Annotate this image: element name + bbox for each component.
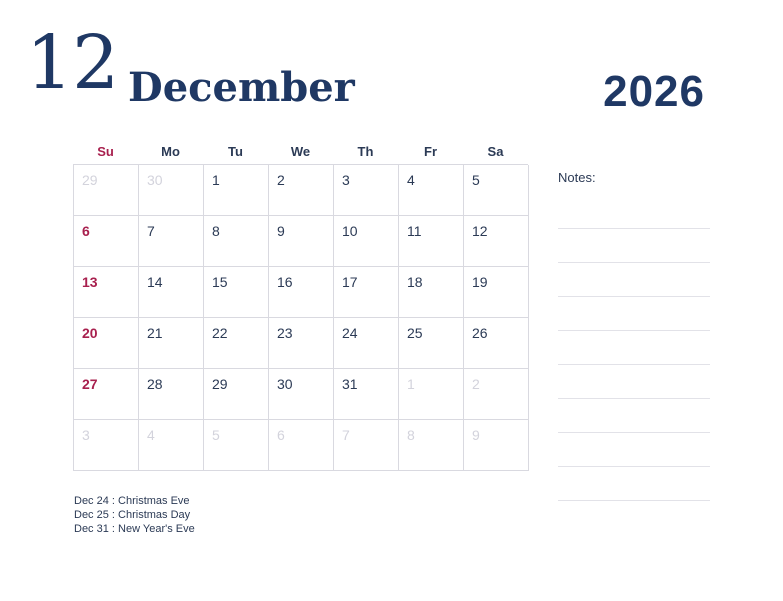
notes-lines[interactable] — [558, 195, 710, 501]
calendar-day-cell[interactable] — [74, 318, 139, 369]
calendar-day-cell[interactable] — [204, 318, 269, 369]
calendar-day-cell[interactable] — [399, 420, 464, 471]
notes-section — [558, 170, 710, 501]
calendar-day-number: 20 — [82, 325, 98, 341]
month-number: 12 — [26, 20, 119, 106]
day-of-week-tu: Tu — [228, 143, 243, 159]
calendar-day-cell[interactable] — [139, 318, 204, 369]
calendar-day-cell[interactable] — [204, 165, 269, 216]
calendar-day-number: 3 — [342, 172, 350, 188]
calendar-day-cell[interactable] — [139, 165, 204, 216]
calendar-day-cell[interactable] — [334, 420, 399, 471]
day-of-week-fr: Fr — [424, 143, 437, 159]
calendar-day-cell[interactable] — [139, 369, 204, 420]
calendar-day-number: 2 — [277, 172, 285, 188]
calendar-day-number: 1 — [212, 172, 220, 188]
calendar-day-number: 17 — [342, 274, 358, 290]
calendar-day-cell[interactable] — [399, 165, 464, 216]
calendar-day-number: 14 — [147, 274, 163, 290]
calendar-day-cell[interactable] — [74, 420, 139, 471]
calendar-day-cell[interactable] — [269, 165, 334, 216]
calendar-day-number: 2 — [472, 376, 480, 392]
calendar-day-cell[interactable] — [269, 318, 334, 369]
calendar-week-row — [74, 420, 528, 471]
calendar-day-number: 28 — [147, 376, 163, 392]
calendar-day-number: 30 — [147, 172, 163, 188]
calendar-week-row — [74, 318, 528, 369]
calendar-day-cell[interactable] — [399, 369, 464, 420]
calendar-day-number: 22 — [212, 325, 228, 341]
holiday-item: Dec 25 : Christmas Day — [74, 509, 191, 521]
calendar-week-row — [74, 369, 528, 420]
day-of-week-sa: Sa — [487, 143, 504, 159]
calendar-day-number: 9 — [277, 223, 285, 239]
calendar-week-row — [74, 216, 528, 267]
calendar-day-cell[interactable] — [204, 267, 269, 318]
calendar-day-number: 6 — [277, 427, 285, 443]
note-line[interactable] — [558, 331, 710, 365]
calendar-day-cell[interactable] — [139, 420, 204, 471]
calendar-day-number: 29 — [212, 376, 228, 392]
calendar-day-number: 7 — [342, 427, 350, 443]
calendar-day-cell[interactable] — [334, 267, 399, 318]
day-of-week-mo: Mo — [161, 143, 180, 159]
calendar-day-cell[interactable] — [269, 216, 334, 267]
calendar-day-cell[interactable] — [464, 420, 529, 471]
calendar-header — [0, 0, 783, 130]
calendar-day-number: 26 — [472, 325, 488, 341]
calendar-day-cell[interactable] — [139, 267, 204, 318]
calendar-day-number: 9 — [472, 427, 480, 443]
calendar-day-cell[interactable] — [399, 318, 464, 369]
calendar-day-cell[interactable] — [74, 369, 139, 420]
calendar-day-number: 7 — [147, 223, 155, 239]
calendar-day-number: 5 — [212, 427, 220, 443]
calendar-day-cell[interactable] — [74, 216, 139, 267]
calendar-day-number: 15 — [212, 274, 228, 290]
calendar-day-number: 4 — [407, 172, 415, 188]
calendar-day-number: 11 — [407, 223, 422, 239]
day-of-week-su: Su — [97, 143, 114, 159]
calendar-day-cell[interactable] — [269, 420, 334, 471]
calendar-weeks — [73, 164, 528, 471]
calendar-day-number: 5 — [472, 172, 480, 188]
calendar-day-cell[interactable] — [269, 369, 334, 420]
calendar-grid — [73, 138, 528, 471]
calendar-day-number: 30 — [277, 376, 293, 392]
calendar-week-row — [74, 165, 528, 216]
note-line[interactable] — [558, 229, 710, 263]
calendar-day-number: 12 — [472, 223, 488, 239]
calendar-day-cell[interactable] — [74, 165, 139, 216]
calendar-day-number: 25 — [407, 325, 423, 341]
notes-title: Notes: — [558, 170, 596, 185]
calendar-day-cell[interactable] — [139, 216, 204, 267]
calendar-day-cell[interactable] — [74, 267, 139, 318]
note-line[interactable] — [558, 467, 710, 501]
calendar-day-number: 23 — [277, 325, 293, 341]
day-of-week-th: Th — [357, 143, 374, 159]
calendar-day-number: 31 — [342, 376, 358, 392]
calendar-day-cell[interactable] — [334, 216, 399, 267]
month-name: December — [128, 64, 355, 111]
note-line[interactable] — [558, 365, 710, 399]
calendar-day-cell[interactable] — [464, 318, 529, 369]
note-line[interactable] — [558, 195, 710, 229]
calendar-day-number: 8 — [212, 223, 220, 239]
calendar-day-number: 3 — [82, 427, 90, 443]
calendar-day-number: 16 — [277, 274, 293, 290]
calendar-day-cell[interactable] — [464, 267, 529, 318]
calendar-day-cell[interactable] — [269, 267, 334, 318]
calendar-day-number: 8 — [407, 427, 415, 443]
calendar-day-number: 19 — [472, 274, 488, 290]
calendar-day-cell[interactable] — [334, 318, 399, 369]
note-line[interactable] — [558, 297, 710, 331]
calendar-day-number: 1 — [407, 376, 415, 392]
calendar-day-number: 4 — [147, 427, 155, 443]
calendar-week-row — [74, 267, 528, 318]
calendar-day-number: 24 — [342, 325, 358, 341]
calendar-day-number: 29 — [82, 172, 98, 188]
calendar-day-cell[interactable] — [334, 369, 399, 420]
calendar-day-cell[interactable] — [399, 216, 464, 267]
calendar-day-cell[interactable] — [204, 216, 269, 267]
calendar-day-cell[interactable] — [334, 165, 399, 216]
calendar-day-cell[interactable] — [464, 216, 529, 267]
day-of-week-we: We — [290, 143, 311, 159]
note-line[interactable] — [558, 263, 710, 297]
note-line[interactable] — [558, 433, 710, 467]
calendar-day-cell[interactable] — [464, 369, 529, 420]
calendar-day-number: 18 — [407, 274, 423, 290]
holiday-item: Dec 24 : Christmas Eve — [74, 495, 190, 507]
calendar-day-number: 6 — [82, 223, 90, 239]
calendar-day-number: 10 — [342, 223, 358, 239]
calendar-day-number: 21 — [147, 325, 163, 341]
holiday-item: Dec 31 : New Year's Eve — [74, 523, 195, 535]
calendar-day-number: 13 — [82, 274, 98, 290]
calendar-day-number: 27 — [82, 376, 98, 392]
calendar-day-cell[interactable] — [204, 420, 269, 471]
day-of-week-row — [73, 138, 528, 164]
holiday-list — [74, 494, 534, 536]
calendar-day-cell[interactable] — [464, 165, 529, 216]
note-line[interactable] — [558, 399, 710, 433]
calendar-day-cell[interactable] — [204, 369, 269, 420]
year-label: 2026 — [603, 67, 705, 116]
calendar-day-cell[interactable] — [399, 267, 464, 318]
